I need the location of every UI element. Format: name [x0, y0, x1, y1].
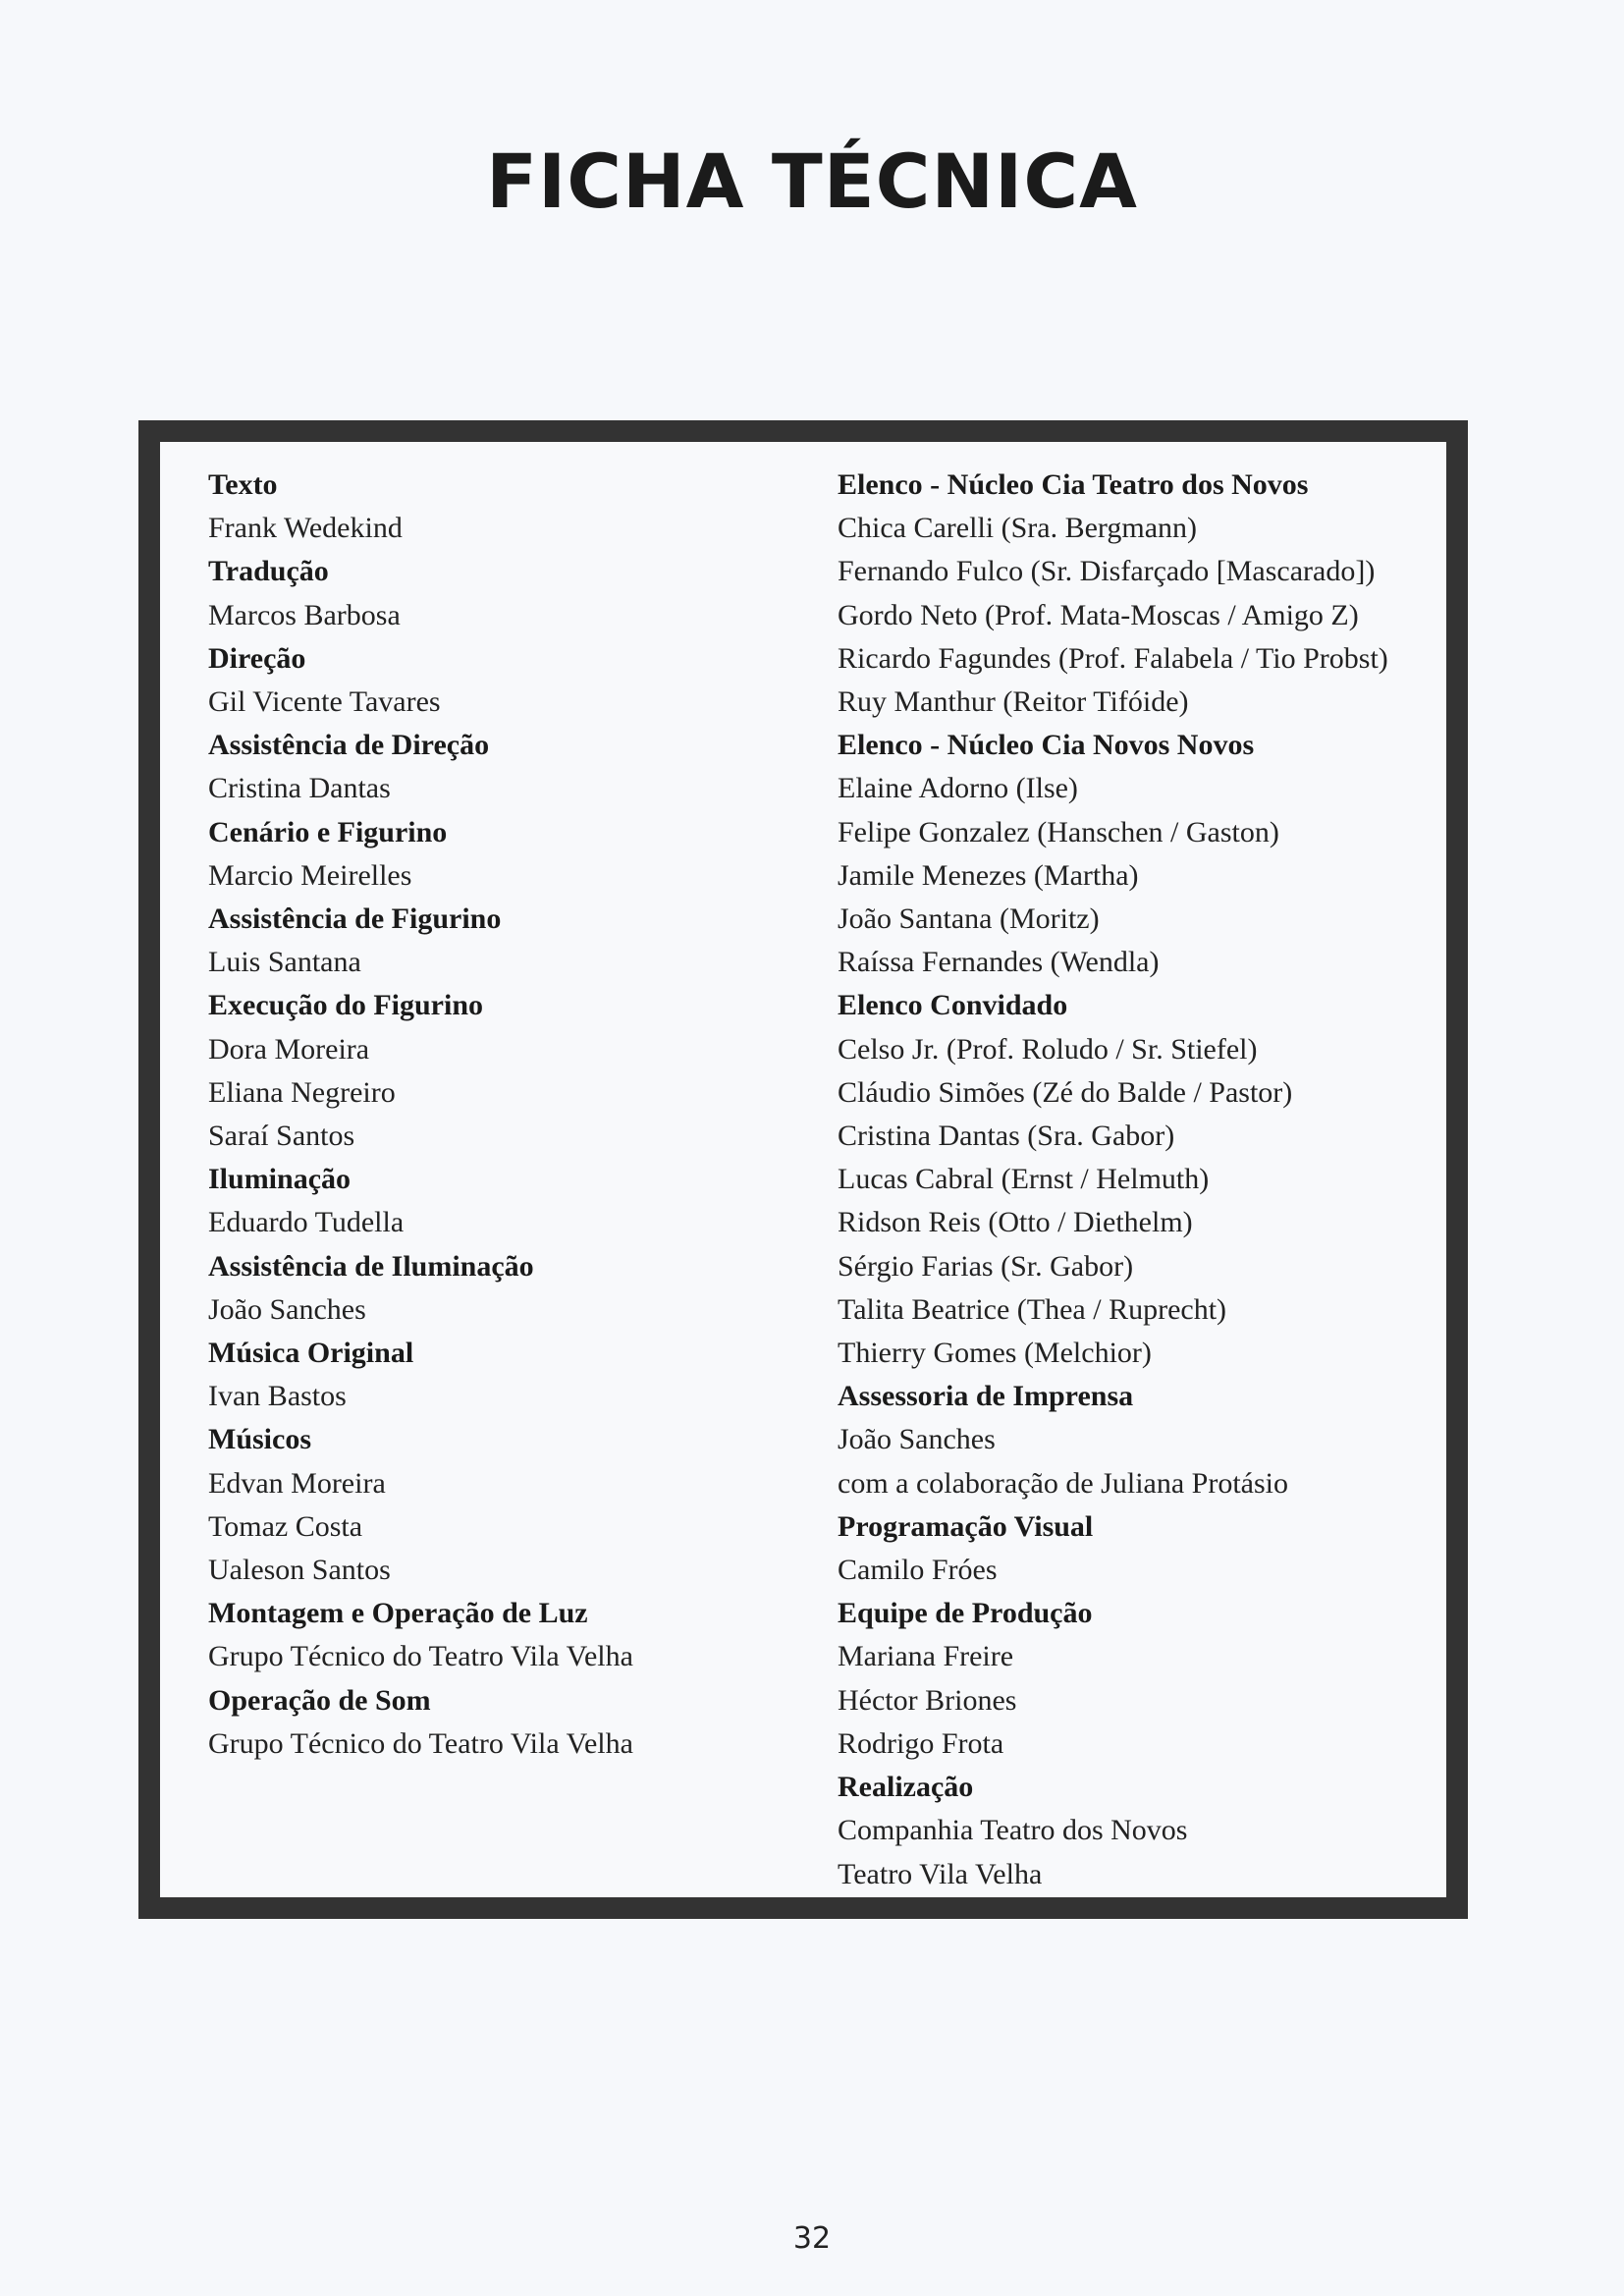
credit-name: Dora Moreira	[208, 1032, 370, 1066]
credit-heading: Assessoria de Imprensa	[838, 1380, 1134, 1413]
credits-column-right	[838, 464, 1446, 1896]
credit-name: Ualeson Santos	[208, 1554, 391, 1587]
credit-name: Marcos Barbosa	[208, 598, 401, 631]
credit-heading: Iluminação	[208, 1163, 352, 1196]
page-title: FICHA TÉCNICA	[486, 137, 1138, 225]
credit-name: Rodrigo Frota	[838, 1726, 1004, 1760]
credit-name: Ricardo Fagundes (Prof. Falabela / Tio Probst)	[838, 641, 1388, 675]
credit-heading: Assistência de Direção	[208, 729, 490, 762]
credit-heading: Equipe de Produção	[838, 1597, 1093, 1630]
credit-name: Frank Wedekind	[208, 512, 403, 545]
credit-heading: Assistência de Figurino	[208, 902, 502, 936]
credit-name: Eliana Negreiro	[208, 1075, 396, 1109]
credit-heading: Assistência de Iluminação	[208, 1249, 534, 1283]
credit-name: Talita Beatrice (Thea / Ruprecht)	[838, 1292, 1227, 1326]
credit-name: João Sanches	[838, 1423, 996, 1456]
credit-name: Fernando Fulco (Sr. Disfarçado [Mascarado])	[838, 555, 1376, 588]
credit-name: Ruy Manthur (Reitor Tifóide)	[838, 685, 1189, 719]
credit-name: Luis Santana	[208, 946, 361, 979]
credit-name: Tomaz Costa	[208, 1509, 363, 1543]
credit-heading: Cenário e Figurino	[208, 815, 448, 848]
page-number: 32	[792, 2221, 832, 2256]
credit-name: Teatro Vila Velha	[838, 1857, 1043, 1890]
credit-name: Celso Jr. (Prof. Roludo / Sr. Stiefel)	[838, 1032, 1258, 1066]
credit-heading: Elenco Convidado	[838, 989, 1068, 1022]
credits-column-left	[208, 464, 797, 1766]
credit-name: Saraí Santos	[208, 1120, 355, 1153]
credit-heading: Programação Visual	[838, 1509, 1094, 1543]
credit-name: Héctor Briones	[838, 1683, 1017, 1717]
credit-name: Thierry Gomes (Melchior)	[838, 1337, 1152, 1370]
credits-box	[138, 420, 1468, 1919]
credit-heading: Elenco - Núcleo Cia Teatro dos Novos	[838, 468, 1309, 501]
credit-name: Eduardo Tudella	[208, 1206, 405, 1239]
credit-name: Cristina Dantas (Sra. Gabor)	[838, 1120, 1175, 1153]
credit-heading: Elenco - Núcleo Cia Novos Novos	[838, 729, 1255, 762]
credit-name: Marcio Meirelles	[208, 858, 412, 892]
credit-name: Mariana Freire	[838, 1640, 1014, 1673]
credit-name: Ridson Reis (Otto / Diethelm)	[838, 1206, 1193, 1239]
credit-name: Lucas Cabral (Ernst / Helmuth)	[838, 1163, 1210, 1196]
credit-name: Elaine Adorno (Ilse)	[838, 772, 1078, 805]
credit-heading: Operação de Som	[208, 1683, 431, 1717]
credit-heading: Texto	[208, 468, 278, 501]
credit-heading: Tradução	[208, 555, 329, 588]
credit-name: Companhia Teatro dos Novos	[838, 1814, 1188, 1847]
credit-heading: Execução do Figurino	[208, 989, 484, 1022]
credit-name: Chica Carelli (Sra. Bergmann)	[838, 512, 1198, 545]
credit-name: Raíssa Fernandes (Wendla)	[838, 946, 1160, 979]
credit-name: Jamile Menezes (Martha)	[838, 858, 1139, 892]
credit-heading: Realização	[838, 1771, 974, 1804]
credit-name: Edvan Moreira	[208, 1466, 386, 1500]
credit-heading: Montagem e Operação de Luz	[208, 1597, 588, 1630]
credit-name: João Sanches	[208, 1292, 366, 1326]
credit-heading: Música Original	[208, 1337, 414, 1370]
credit-heading: Direção	[208, 641, 306, 675]
credit-name: Cristina Dantas	[208, 772, 391, 805]
credit-name: Camilo Fróes	[838, 1554, 998, 1587]
credit-name: Cláudio Simões (Zé do Balde / Pastor)	[838, 1075, 1293, 1109]
credit-heading: Músicos	[208, 1423, 311, 1456]
credit-name: João Santana (Moritz)	[838, 902, 1100, 936]
credit-name: Grupo Técnico do Teatro Vila Velha	[208, 1726, 633, 1760]
credit-name: Sérgio Farias (Sr. Gabor)	[838, 1249, 1134, 1283]
credit-name: Ivan Bastos	[208, 1380, 347, 1413]
credit-name: com a colaboração de Juliana Protásio	[838, 1466, 1288, 1500]
credit-name: Gordo Neto (Prof. Mata-Moscas / Amigo Z)	[838, 598, 1359, 631]
credit-name: Gil Vicente Tavares	[208, 685, 441, 719]
credit-name: Felipe Gonzalez (Hanschen / Gaston)	[838, 815, 1279, 848]
credit-name: Grupo Técnico do Teatro Vila Velha	[208, 1640, 633, 1673]
